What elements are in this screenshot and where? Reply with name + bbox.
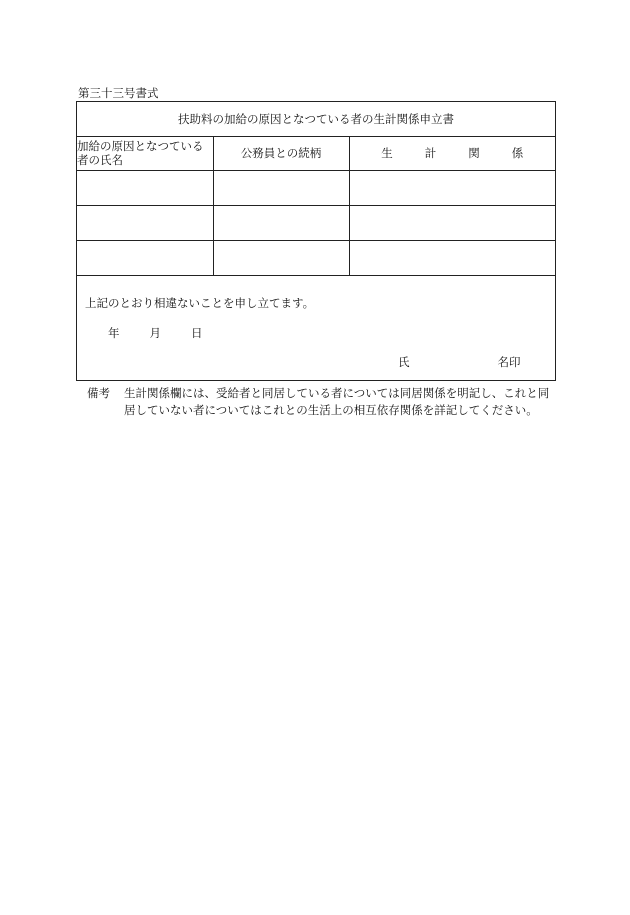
date-year[interactable]: 年: [108, 326, 120, 340]
remarks-label: 備考: [87, 386, 110, 400]
header-person-name: 加給の原因となつている者の氏名: [77, 136, 213, 171]
signature-seal-label: 名印: [497, 355, 521, 369]
header-livelihood-relation: [349, 136, 555, 171]
relation-table: [77, 136, 555, 276]
header-char: 係: [511, 146, 524, 160]
remarks-text: 生計関係欄には、受給者と同居している者については同居関係を明記し、これと同居していない者についてはこれとの生活上の相互依存関係を詳記してください。: [124, 386, 550, 417]
cell-person-name[interactable]: [77, 241, 213, 276]
table-row: [77, 206, 555, 241]
signature-line: [398, 354, 521, 370]
signature-surname-label: 氏: [398, 355, 410, 369]
cell-relationship[interactable]: [213, 241, 349, 276]
cell-livelihood-relation[interactable]: [349, 171, 555, 206]
header-char: 生: [381, 146, 393, 160]
cell-relationship[interactable]: [213, 171, 349, 206]
date-month[interactable]: 月: [149, 326, 161, 340]
cell-livelihood-relation[interactable]: [349, 241, 555, 276]
cell-livelihood-relation[interactable]: [349, 206, 555, 241]
header-char: 関: [468, 146, 480, 160]
cell-person-name[interactable]: [77, 171, 213, 206]
date-day[interactable]: 日: [191, 326, 203, 340]
application-form: [76, 101, 556, 381]
table-row: [77, 171, 555, 206]
declaration-text: 上記のとおり相違ないことを申し立てます。: [85, 296, 315, 310]
date-line: [108, 325, 203, 341]
table-header-row: [77, 136, 555, 171]
cell-person-name[interactable]: [77, 206, 213, 241]
cell-relationship[interactable]: [213, 206, 349, 241]
form-title: 扶助料の加給の原因となつている者の生計関係申立書: [77, 102, 555, 137]
header-char: 計: [424, 146, 437, 160]
table-row: [77, 241, 555, 276]
form-number: 第三十三号書式: [78, 86, 159, 100]
header-relationship: 公務員との続柄: [213, 136, 349, 171]
